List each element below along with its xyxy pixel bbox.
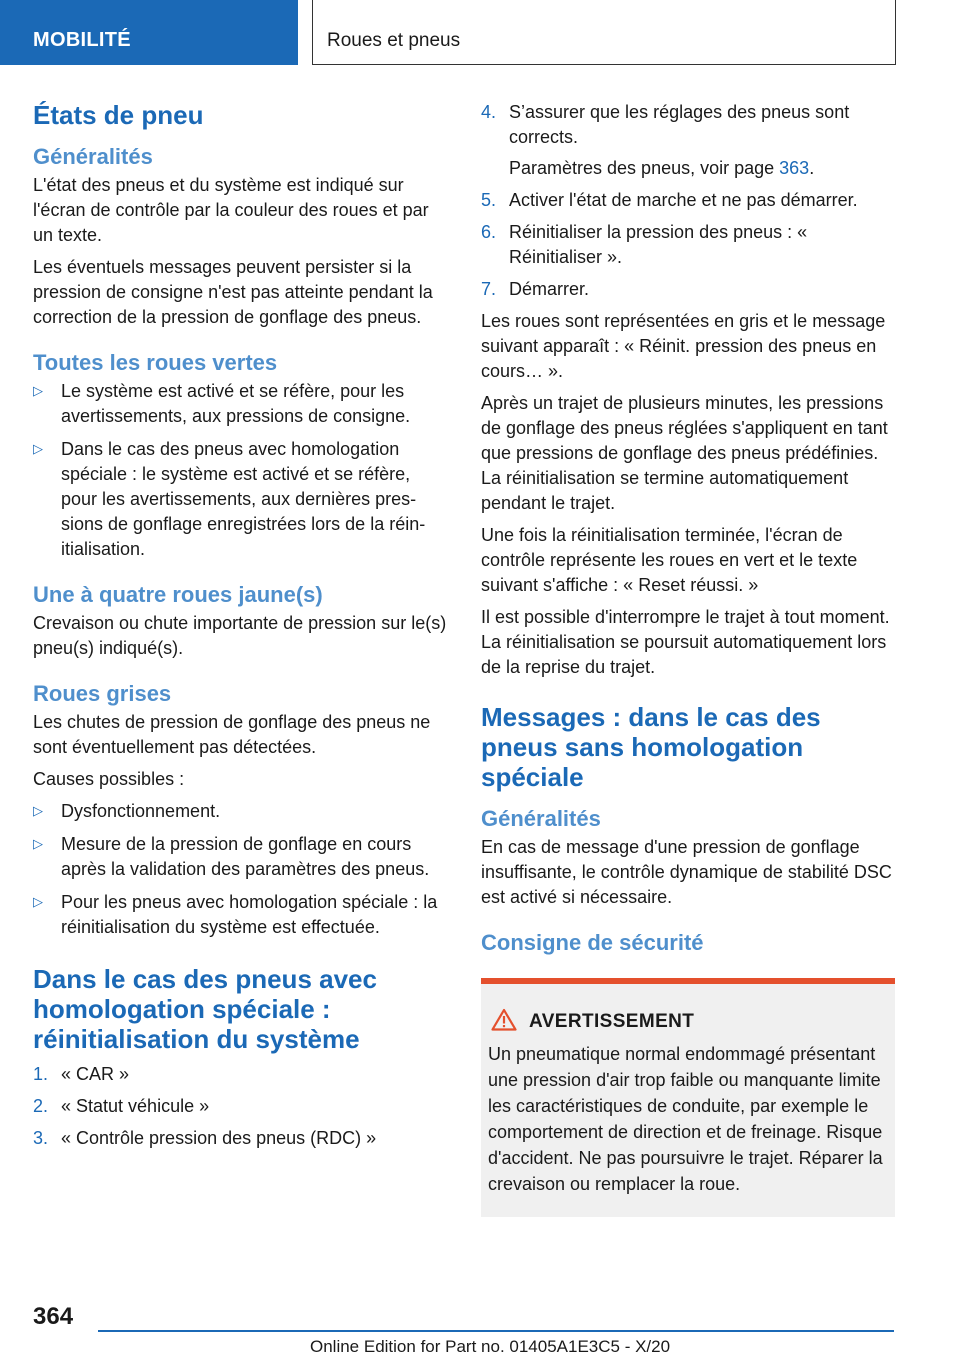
list-item: 4. S’assurer que les réglages des pneus sont corrects. Paramètres des pneus, voir page 363. [481,100,895,181]
paragraph: Les éventuels messages peuvent persister si la pression de consigne n'est pas atteinte pendant la correction de la pression de gonflage des pneus. [33,257,433,327]
paragraph: Après un trajet de plusieurs minutes, les pressions de gonflage des pneus réglées s'appliquent en tant que pressions de gonflage des pneus prédéfinies. La réinitialisation se termine automatiquement pendant le trajet. [481,393,888,513]
warning-text: Un pneumatique normal endommagé présentant une pression d'air trop faible ou manquante limite les caractéristiques de conduite, par exemple le comportement de direction et de freinage. Risque d'accident. Ne pas poursuivre le trajet. Réparer la crevaison ou remplacer la roue. [488,1044,883,1194]
header-section-label: MOBILITÉ [33,29,131,51]
paragraph: Une fois la réinitialisation terminée, l'écran de contrôle représente les roues en vert et le texte suivant s'affiche : « Reset réussi. » [481,525,858,595]
bullet-list [33,799,448,940]
paragraph: Les roues sont représentées en gris et le message suivant apparaît : « Réinit. pression des pneus en cours… ». [481,311,886,381]
triangle-right-icon: ▷ [33,803,43,818]
paragraph: En cas de message d'une pression de gonflage insuffisante, le contrôle dynamique de stabilité DSC est activé si nécessaire. [481,837,892,907]
footer-edition: Online Edition for Part no. 01405A1E3C5 - X/20 [310,1337,671,1356]
heading-consigne-securite: Consigne de sécurité [481,930,704,955]
bullet-list [33,379,448,562]
section-title-reinit: Dans le cas des pneus avec homologation spéciale : réinitialisation du système [33,964,377,1054]
paragraph: Les chutes de pression de gonflage des pneus ne sont éventuellement pas détectées. [33,712,431,757]
warning-triangle-icon [491,1008,521,1036]
heading-roues-vertes: Toutes les roues vertes [33,350,278,375]
page-reference-link[interactable]: 363 [779,158,810,178]
list-item: 6. Réinitialiser la pression des pneus : « Réinitialiser ». [481,222,808,267]
list-item: 5. Activer l'état de marche et ne pas démarrer. [481,190,858,210]
right-column [481,100,895,1217]
list-item: 3. « Contrôle pression des pneus (RDC) » [33,1128,377,1148]
paragraph: Causes possibles : [33,769,185,789]
heading-roues-grises: Roues grises [33,681,172,706]
warning-header [488,1008,889,1036]
warning-box [481,978,895,1217]
page-title: États de pneu [33,100,204,130]
list-item: ▷ Dysfonctionnement. [33,801,221,821]
page-number: 364 [33,1303,74,1330]
step-sub-text: Paramètres des pneus, voir page 363. [509,158,815,178]
list-item: 2. « Statut véhicule » [33,1096,210,1116]
paragraph: Il est possible d'interrompre le trajet à tout moment. La réinitialisation se poursuit automatiquement lors de la reprise du trajet. [481,607,890,677]
triangle-right-icon: ▷ [33,441,43,456]
header-chapter-label: Roues et pneus [327,30,461,51]
paragraph: Crevaison ou chute importante de pression sur le(s) pneu(s) indiqué(s). [33,613,447,658]
triangle-right-icon: ▷ [33,836,43,851]
list-item: ▷ Dans le cas des pneus avec homologation spéciale : le système est activé et se réfère, pour les avertissements, aux dernières pressions de gonflage enregistrées lors de la réinitialisation. [33,439,426,559]
section-title-messages: Messages : dans le cas des pneus sans homologation spéciale [481,702,821,792]
header-chapter-box [312,0,896,65]
left-column [33,100,448,1158]
list-item: ▷ Le système est activé et se réfère, pour les avertissements, aux pressions de consigne. [33,381,411,426]
numbered-list [481,100,895,302]
list-item: ▷ Pour les pneus avec homologation spéciale : la réinitialisation du système est effectuée. [33,892,438,937]
heading-generalites: Généralités [481,806,601,831]
list-item: ▷ Mesure de la pression de gonflage en cours après la validation des paramètres des pneus. [33,834,430,879]
list-item: 1. « CAR » [33,1064,130,1084]
numbered-list [33,1062,448,1151]
heading-generalites: Généralités [33,144,153,169]
footer-divider [98,1330,894,1332]
header-section-tab [0,0,298,65]
warning-title: AVERTISSEMENT [529,1011,695,1032]
triangle-right-icon: ▷ [33,894,43,909]
list-item: 7. Démarrer. [481,279,590,299]
triangle-right-icon: ▷ [33,383,43,398]
paragraph: L'état des pneus et du système est indiqué sur l'écran de contrôle par la couleur des roues et par un texte. [33,175,429,245]
heading-roues-jaunes: Une à quatre roues jaune(s) [33,582,323,607]
